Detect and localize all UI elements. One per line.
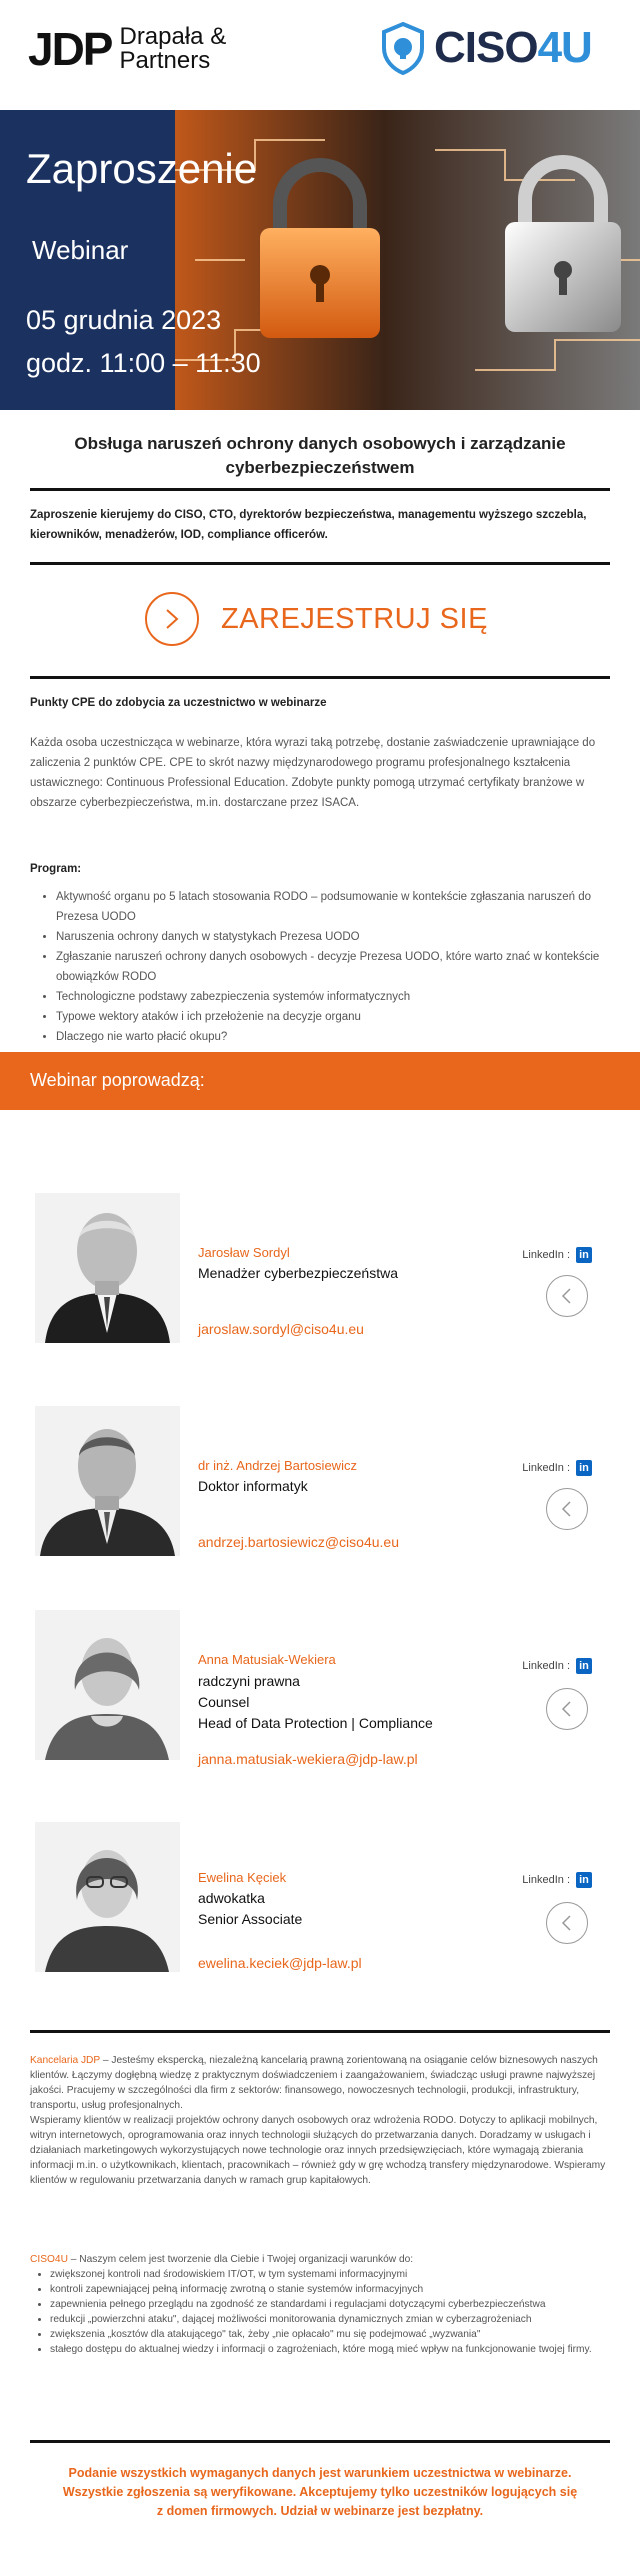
speaker-role: adwokatka xyxy=(198,1890,265,1906)
speaker-email-link[interactable]: janna.matusiak-wekiera@jdp-law.pl xyxy=(198,1751,418,1767)
chevron-left-button[interactable] xyxy=(546,1275,588,1317)
register-label[interactable]: ZAREJESTRUJ SIĘ xyxy=(221,602,488,635)
speaker-portrait-image xyxy=(35,1610,180,1760)
speaker-email-link[interactable]: ewelina.keciek@jdp-law.pl xyxy=(198,1955,362,1971)
speaker-role: Senior Associate xyxy=(198,1911,303,1927)
speaker-role: Counsel xyxy=(198,1694,250,1710)
ciso4u-wordmark xyxy=(434,23,592,73)
program-item: • Aktywność organu po 5 latach stosowania RODO – podsumowanie w kontekście zgłaszania naruszeń do Prezesa UODO xyxy=(56,887,611,927)
speaker-name: Jarosław Sordyl xyxy=(198,1245,290,1260)
about-ciso4u xyxy=(30,2252,610,2357)
linkedin-icon[interactable]: in xyxy=(576,1872,592,1888)
about-jdp xyxy=(30,2053,610,2188)
audience-text: Zaproszenie kierujemy do CISO, CTO, dyrektorów bezpieczeństwa, managementu wyższego szczebla, kierowników, menadżerów, IOD, compliance officerów. xyxy=(30,509,587,541)
about-jdp-paragraph xyxy=(30,2053,610,2113)
jdp-logo-text xyxy=(119,25,226,73)
footer-note: Podanie wszystkich wymaganych danych jest warunkiem uczestnictwa w webinarze. Wszystkie zgłoszenia są weryfikowane. Akceptujemy tylko uczestników logujących się z domen firmowych. Udział w webinarze jest bezpłatny. xyxy=(62,2466,578,2518)
linkedin-label: LinkedIn : xyxy=(522,1874,570,1886)
ciso4u-logo[interactable] xyxy=(378,20,592,76)
speaker-card xyxy=(30,1600,610,1780)
speaker-portrait-image xyxy=(35,1406,180,1556)
speaker-card xyxy=(30,1812,610,1992)
divider xyxy=(30,562,610,565)
divider xyxy=(30,488,610,491)
cpe-text: Każda osoba uczestnicząca w webinarze, która wyrazi taką potrzebę, dostanie zaświadczenie uprawniające do zaliczenia 2 punktów CPE. CPE to skrót nazwy międzynarodowego programu profesjonalnego kształcenia ustawicznego: Continuous Professional Education. Zdobyte punkty pomogą utrzymać certyfikaty branżowe w obszarze cyberbezpieczeństwa, m.in. dostarczane przez ISACA. xyxy=(30,737,596,809)
linkedin-link[interactable] xyxy=(522,1460,592,1476)
speaker-role: Menadżer cyberbezpieczeństwa xyxy=(198,1265,398,1281)
hero-time: godz. 11:00 – 11:30 xyxy=(26,348,261,378)
speaker-name: Anna Matusiak-Wekiera xyxy=(198,1652,336,1667)
hero-date: 05 grudnia 2023 xyxy=(26,305,222,335)
program-item: • Naruszenia ochrony danych w statystykach Prezesa UODO xyxy=(56,927,611,947)
program-item: • Dlaczego nie warto płacić okupu? xyxy=(56,1027,611,1047)
linkedin-link[interactable] xyxy=(522,1872,592,1888)
program-item: • Technologiczne podstawy zabezpieczenia systemów informatycznych xyxy=(56,987,611,1007)
speaker-name: Ewelina Kęciek xyxy=(198,1870,287,1885)
cpe-heading: Punkty CPE do zdobycia za uczestnictwo w webinarze xyxy=(30,697,327,709)
register-button[interactable] xyxy=(145,592,488,646)
speaker-portrait-image xyxy=(35,1193,180,1343)
speaker-role: Head of Data Protection | Compliance xyxy=(198,1715,433,1731)
chevron-left-icon xyxy=(560,1500,574,1518)
linkedin-label: LinkedIn : xyxy=(522,1462,570,1474)
program-list xyxy=(56,887,611,1047)
jdp-logo-mark: JDP xyxy=(28,23,112,75)
divider xyxy=(30,2440,610,2443)
about-jdp-brand[interactable]: Kancelaria JDP xyxy=(30,2055,101,2066)
hero-banner xyxy=(0,110,640,410)
about-ciso4u-item: • zwiększenia „kosztów dla atakującego" tak, żeby „nie opłacało" mu się podejmować „wyzwania" xyxy=(50,2327,610,2342)
linkedin-link[interactable] xyxy=(522,1247,592,1263)
about-ciso4u-list xyxy=(50,2267,610,2357)
register-arrow-circle[interactable] xyxy=(145,592,199,646)
chevron-left-button[interactable] xyxy=(546,1902,588,1944)
speaker-role: Doktor informatyk xyxy=(198,1478,308,1494)
about-ciso4u-text: – Naszym celem jest tworzenie dla Ciebie i Twojej organizacji warunków do: xyxy=(67,2254,414,2265)
program-item: • Typowe wektory ataków i ich przełożenie na decyzje organu xyxy=(56,1007,611,1027)
program-heading: Program: xyxy=(30,863,82,875)
speaker-photo xyxy=(35,1193,180,1343)
speaker-card xyxy=(30,1185,610,1365)
chevron-left-icon xyxy=(560,1700,574,1718)
ciso4u-wordmark-ciso: CISO xyxy=(434,23,538,72)
about-ciso4u-item: • stałego dostępu do aktualnej wiedzy i informacji o zagrożeniach, które mogą mieć wpływ na funkcjonowanie twojej firmy. xyxy=(50,2342,610,2357)
speaker-photo xyxy=(35,1406,180,1556)
header xyxy=(0,0,640,110)
speaker-email-link[interactable]: andrzej.bartosiewicz@ciso4u.eu xyxy=(198,1534,399,1550)
speakers-band-title: Webinar poprowadzą: xyxy=(30,1070,205,1090)
hero-title: Zaproszenie xyxy=(26,145,258,192)
jdp-logo[interactable] xyxy=(28,22,226,76)
chevron-right-icon xyxy=(162,607,182,631)
jdp-logo-line2: Partners xyxy=(119,47,211,74)
chevron-left-icon xyxy=(560,1914,574,1932)
about-ciso4u-intro xyxy=(30,2252,610,2267)
ciso4u-shield-icon xyxy=(378,20,428,76)
jdp-logo-line1: Drapała & xyxy=(119,23,227,50)
speaker-email-link[interactable]: jaroslaw.sordyl@ciso4u.eu xyxy=(198,1321,364,1337)
speakers-band xyxy=(0,1052,640,1110)
program-item: • Zgłaszanie naruszeń ochrony danych osobowych - decyzje Prezesa UODO, które warto znać w kontekście obowiązków RODO xyxy=(56,947,611,987)
speaker-portrait-image xyxy=(35,1822,180,1972)
about-ciso4u-item: • kontroli zapewniającej pełną informację zwrotną o stanie systemów informacyjnych xyxy=(50,2282,610,2297)
linkedin-icon[interactable]: in xyxy=(576,1658,592,1674)
ciso4u-wordmark-4u: 4U xyxy=(537,23,592,72)
divider xyxy=(30,2030,610,2033)
about-ciso4u-item: • zapewnienia pełnego przeglądu na zgodność ze standardami i regulacjami dotyczącymi cyberbezpieczeństwa xyxy=(50,2297,610,2312)
chevron-left-button[interactable] xyxy=(546,1488,588,1530)
speaker-card xyxy=(30,1398,610,1578)
linkedin-link[interactable] xyxy=(522,1658,592,1674)
divider xyxy=(30,676,610,679)
linkedin-label: LinkedIn : xyxy=(522,1660,570,1672)
linkedin-icon[interactable]: in xyxy=(576,1460,592,1476)
linkedin-label: LinkedIn : xyxy=(522,1249,570,1261)
linkedin-icon[interactable]: in xyxy=(576,1247,592,1263)
about-ciso4u-brand[interactable]: CISO4U xyxy=(30,2254,68,2265)
speaker-role: radczyni prawna xyxy=(198,1673,300,1689)
speaker-photo xyxy=(35,1822,180,1972)
chevron-left-button[interactable] xyxy=(546,1688,588,1730)
about-jdp-paragraph-2: Wspieramy klientów w realizacji projektów ochrony danych osobowych oraz wdrożenia RODO. Dotyczy to aplikacji mobilnych, witryn internetowych, oprogramowania oraz innych technologii służących do przetwarzania danych. Doradzamy w usługach i działaniach marketingowych wykorzystujących nowe technologie oraz innych przedsięwzięciach, które wymagają zbierania informacji m.in. o użytkownikach, klientach, pracownikach – również gdy w grę wchodzą transfery międzynarodowe. Wspieramy klientów w regulowaniu przetwarzania danych w ramach grup kapitałowych. xyxy=(30,2115,606,2186)
chevron-left-icon xyxy=(560,1287,574,1305)
about-ciso4u-item: • zwiększonej kontroli nad środowiskiem IT/OT, w tym systemami informacyjnymi xyxy=(50,2267,610,2282)
webinar-title: Obsługa naruszeń ochrony danych osobowych i zarządzanie cyberbezpieczeństwem xyxy=(74,434,566,477)
speaker-name: dr inż. Andrzej Bartosiewicz xyxy=(198,1458,357,1473)
about-jdp-text: – Jesteśmy ekspercką, niezależną kancelarią prawną zorientowaną na osiąganie celów biznesowych naszych klientów. Łączymy dogłębną wiedzę z praktycznym doświadczeniem i zaangażowaniem, świadcząc usługi prawne najwyższej jakości. Pracujemy w szczególności dla firm z sektorów: finansowego, nowoczesnych technologii, produkcji, infrastruktury, transportu, usług profesjonalnych. xyxy=(30,2055,598,2111)
hero-subtitle: Webinar xyxy=(32,235,129,265)
about-ciso4u-item: • redukcji „powierzchni ataku", dającej możliwości monitorowania dynamicznych zmian w cyberzagrożeniach xyxy=(50,2312,610,2327)
speaker-photo xyxy=(35,1610,180,1760)
